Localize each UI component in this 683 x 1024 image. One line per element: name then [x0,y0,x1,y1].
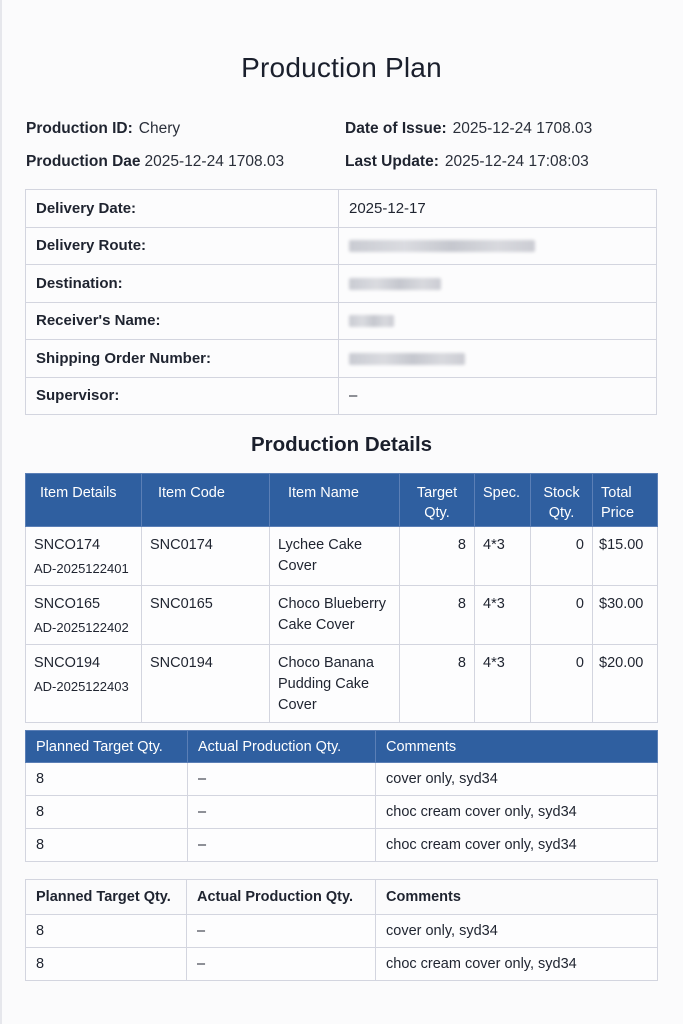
column-header: Total Price [593,474,658,527]
actual-qty-cell: – [188,763,376,796]
info-label: Shipping Order Number: [26,340,339,378]
item-code-cell: SNC0174 [142,527,270,586]
table-row [26,527,658,586]
meta-value: 2025-12-24 1708.03 [452,120,593,137]
item-name-cell: Lychee Cake Cover [270,527,400,586]
item-code-cell: SNC0165 [142,586,270,645]
column-header: Item Name [270,474,400,527]
info-value [339,265,657,303]
page-title: Production Plan [241,52,442,83]
column-header: Spec. [475,474,531,527]
redacted-value [349,353,465,365]
meta-value: Chery [138,120,181,137]
item-id: SNCO194 [34,655,101,671]
spec-cell: 4*3 [475,586,531,645]
planned-qty-cell: 8 [26,763,188,796]
total-price-cell: $20.00 [593,645,658,723]
meta-label: Last Update: [345,153,439,170]
meta-label: Date of Issue: [345,120,447,137]
column-header: Stock Qty. [531,474,593,527]
info-value [339,340,657,378]
table-row [26,829,658,862]
comment-cell: choc cream cover only, syd34 [376,796,658,829]
total-price-cell: $15.00 [593,527,658,586]
quantity-table-2 [25,879,658,981]
meta-production-id [26,120,180,138]
actual-qty-cell: – [188,829,376,862]
redacted-value [349,315,394,327]
stock-qty-cell: 0 [531,645,593,723]
table-row [26,915,658,948]
info-label: Supervisor: [26,377,339,415]
table-row [26,586,658,645]
column-header: Planned Target Qty. [26,731,188,763]
info-value: – [339,377,657,415]
delivery-info-table [25,189,657,415]
item-name-cell: Choco Banana Pudding Cake Cover [270,645,400,723]
info-value [339,302,657,340]
stock-qty-cell: 0 [531,527,593,586]
order-ref: AD-2025122402 [34,620,129,635]
info-label: Receiver's Name: [26,302,339,340]
column-header: Comments [376,880,658,915]
table-row [26,763,658,796]
total-price-cell: $30.00 [593,586,658,645]
info-row [26,227,657,265]
meta-production-date [26,153,284,171]
info-row [26,377,657,415]
page-edge [0,0,2,1024]
comment-cell: cover only, syd34 [376,915,658,948]
actual-qty-cell: – [187,915,376,948]
spec-cell: 4*3 [475,527,531,586]
planned-qty-cell: 8 [26,915,187,948]
info-value [339,227,657,265]
redacted-value [349,240,535,252]
redacted-value [349,278,441,290]
info-row [26,265,657,303]
production-details-table [25,473,658,723]
info-row [26,190,657,228]
info-label: Delivery Route: [26,227,339,265]
table-row [26,796,658,829]
actual-qty-cell: – [188,796,376,829]
column-header: Comments [376,731,658,763]
planned-qty-cell: 8 [26,948,187,981]
info-label: Destination: [26,265,339,303]
column-header: Planned Target Qty. [26,880,187,915]
actual-qty-cell: – [187,948,376,981]
column-header: Item Details [26,474,142,527]
item-id: SNCO165 [34,596,101,612]
quantity-table-1 [25,730,658,862]
comment-cell: cover only, syd34 [376,763,658,796]
meta-label: Production Dae [26,153,141,170]
item-name-cell: Choco Blueberry Cake Cover [270,586,400,645]
meta-date-of-issue [345,120,592,138]
column-header: Actual Production Qty. [188,731,376,763]
info-label: Delivery Date: [26,190,339,228]
item-details-cell [26,645,142,723]
table-row [26,948,658,981]
item-id: SNCO174 [34,537,101,553]
stock-qty-cell: 0 [531,586,593,645]
planned-qty-cell: 8 [26,796,188,829]
column-header: Target Qty. [400,474,475,527]
comment-cell: choc cream cover only, syd34 [376,829,658,862]
item-details-cell [26,527,142,586]
spec-cell: 4*3 [475,645,531,723]
meta-value: 2025-12-24 1708.03 [144,153,285,170]
target-qty-cell: 8 [400,645,475,723]
column-header: Actual Production Qty. [187,880,376,915]
production-details-title: Production Details [250,433,433,456]
info-row [26,302,657,340]
target-qty-cell: 8 [400,586,475,645]
planned-qty-cell: 8 [26,829,188,862]
meta-value: 2025-12-24 17:08:03 [444,153,589,170]
order-ref: AD-2025122403 [34,679,129,694]
target-qty-cell: 8 [400,527,475,586]
item-code-cell: SNC0194 [142,645,270,723]
meta-last-update [345,153,589,171]
order-ref: AD-2025122401 [34,561,129,576]
comment-cell: choc cream cover only, syd34 [376,948,658,981]
column-header: Item Code [142,474,270,527]
table-row [26,645,658,723]
info-row [26,340,657,378]
info-value: 2025-12-17 [339,190,657,228]
item-details-cell [26,586,142,645]
meta-label: Production ID: [26,120,133,137]
